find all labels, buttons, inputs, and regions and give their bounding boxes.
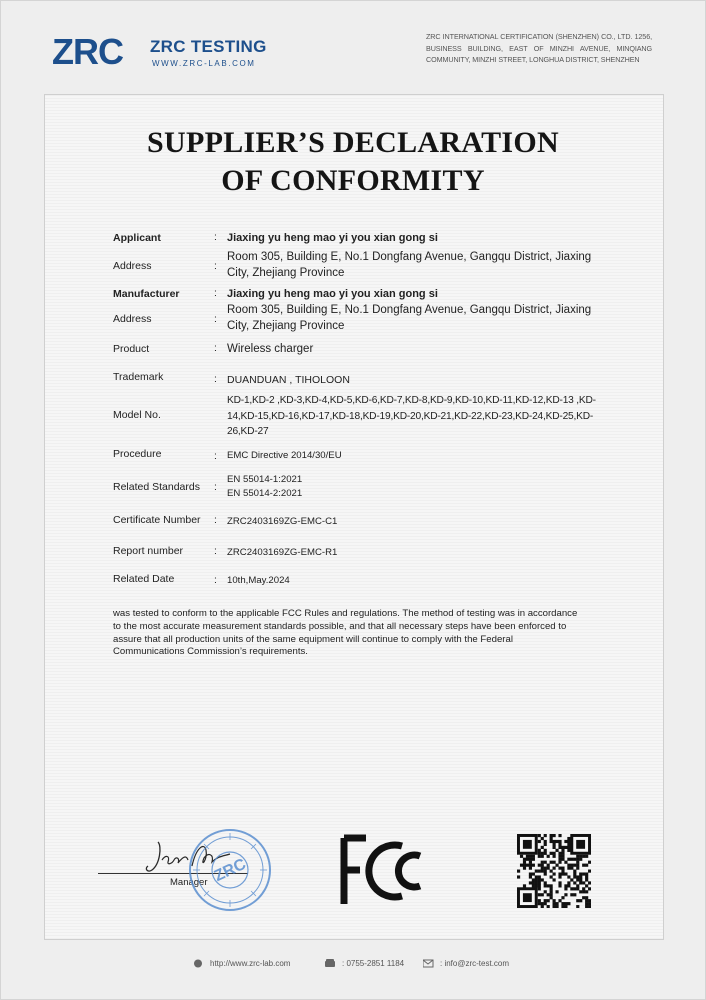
field-value: EMC Directive 2014/30/EU [227, 450, 342, 461]
conformity-statement: was tested to conform to the applicable FCC Rules and regulations. The method of testing was in accordance to the most accurate measurement standards possible, and that all necessary steps have been enforced to assure that all production units of the same equipment will continue to comply with the Federal Communications Commission’s requirements. [113, 608, 578, 658]
company-stamp [188, 828, 272, 912]
field-colon: : [214, 574, 217, 586]
stamp-text: ZRC [211, 855, 249, 886]
field-colon: : [214, 313, 217, 325]
field-colon: : [214, 545, 217, 557]
logo-mark: ZRC [52, 31, 123, 72]
title-line-1: SUPPLIER’S DECLARATION [147, 126, 559, 159]
zrc-logo [52, 30, 282, 74]
globe-icon [193, 959, 204, 968]
field-colon: : [214, 481, 217, 493]
field-label: Certificate Number [113, 514, 201, 526]
field-value: Room 305, Building E, No.1 Dongfang Avenue, Gangqu District, Jiaxing City, Zhejiang Province [227, 251, 592, 279]
field-label: Procedure [113, 448, 162, 460]
field-label: Address [113, 260, 152, 272]
field-label: Address [113, 313, 152, 325]
field-label: Product [113, 343, 150, 355]
field-label: Related Standards [113, 481, 200, 493]
footer-website [193, 959, 290, 968]
field-value: ZRC2403169ZG-EMC-C1 [227, 516, 338, 527]
manager-label: Manager [170, 877, 208, 888]
field-colon: : [214, 373, 217, 385]
field-value: Wireless charger [227, 343, 314, 355]
field-value: KD-1,KD-2 ,KD-3,KD-4,KD-5,KD-6,KD-7,KD-8,KD-9,KD-10,KD-11,KD-12,KD-13 ,KD-14,KD-15,KD-16,KD-17,KD-18,KD-19,KD-20,KD-21,KD-22,KD-23,KD-24,KD-25,KD-26,KD-27 [227, 395, 596, 437]
field-value [227, 473, 611, 501]
field-colon: : [214, 231, 217, 243]
field-label: Trademark [113, 371, 164, 383]
field-colon: : [214, 260, 217, 272]
qr-code [517, 834, 591, 908]
standard-1: EN 55014-1:2021 [227, 474, 303, 485]
field-value: ZRC2403169ZG-EMC-R1 [227, 547, 338, 558]
field-value: Jiaxing yu heng mao yi you xian gong si [227, 288, 438, 300]
phone-icon [325, 959, 336, 968]
fcc-logo-label: FCC [340, 834, 343, 835]
title-line-2: OF CONFORMITY [221, 164, 485, 197]
field-label: Manufacturer [113, 288, 180, 300]
brand-website: WWW.ZRC-LAB.COM [152, 59, 256, 68]
mail-icon [423, 959, 434, 968]
page-title [0, 124, 706, 200]
field-label: Applicant [113, 232, 161, 244]
footer-phone-text: : 0755-2851 1184 [342, 959, 405, 968]
field-value: DUANDUAN , TIHOLOON [227, 374, 350, 386]
footer-phone [325, 959, 404, 968]
field-colon: : [214, 287, 217, 299]
field-value: 10th,May.2024 [227, 575, 290, 586]
field-value: Room 305, Building E, No.1 Dongfang Avenue, Gangqu District, Jiaxing City, Zhejiang Province [227, 304, 592, 332]
field-colon: : [214, 514, 217, 526]
brand-name: ZRC TESTING [150, 37, 267, 56]
fcc-logo [340, 834, 432, 908]
field-label: Report number [113, 545, 184, 557]
company-address: ZRC INTERNATIONAL CERTIFICATION (SHENZHEN) CO., LTD. 1256, BUSINESS BUILDING, EAST OF MINZHI AVENUE, MINQIANG COMMUNITY, MINZHI STREET, LONGHUA DISTRICT, SHENZHEN [426, 32, 652, 64]
field-colon: : [214, 342, 217, 354]
field-colon: : [214, 450, 217, 462]
field-label: Model No. [113, 409, 161, 421]
field-value: Jiaxing yu heng mao yi you xian gong si [227, 232, 438, 244]
footer-website-text: http://www.zrc-lab.com [210, 959, 291, 968]
standard-2: EN 55014-2:2021 [227, 488, 303, 499]
footer-email-text: : info@zrc-test.com [440, 959, 510, 968]
field-label: Related Date [113, 573, 175, 585]
footer-email [423, 959, 509, 968]
